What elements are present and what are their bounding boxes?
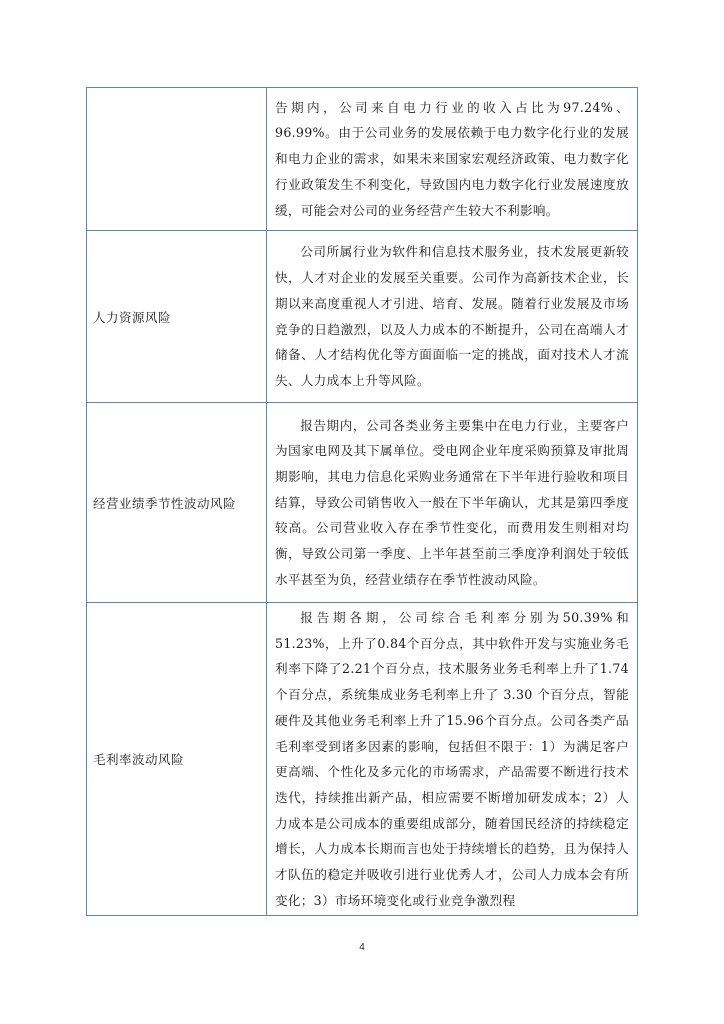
risk-description-cell (267, 603, 638, 916)
risk-description-cell (267, 88, 638, 231)
table-row (87, 403, 638, 603)
risk-description: 报告期内，公司各类业务主要集中在电力行业，主要客户为国家电网及其下属单位。受电网企业年度采购预算及审批周期影响，其电力信息化采购业务通常在下半年进行验收和项目结算，导致公司销售收入一般在下半年确认，尤其是第四季度较高。公司营业收入存在季节性变化，而费用发生则相对均衡，导致公司第一季度、上半年甚至前三季度净利润处于较低水平甚至为负，经营业绩存在季节性波动风险。 (275, 417, 629, 587)
risk-name-cell: 经营业绩季节性波动风险 (87, 403, 267, 603)
risk-name-cell: 人力资源风险 (87, 231, 267, 403)
risk-description: 公司所属行业为软件和信息技术服务业，技术发展更新较快，人才对企业的发展至关重要。公司作为高新技术企业，长期以来高度重视人才引进、培育、发展。随着行业发展及市场竞争的日趋激烈，以及人力成本的不断提升，公司在高端人才储备、人才结构优化等方面面临一定的挑战，面对技术人才流失、人力成本上升等风险。 (275, 244, 629, 388)
risk-name-cell (87, 88, 267, 231)
risk-description: 报告期各期，公司综合毛利率分别为50.39%和51.23%，上升了0.84个百分点，其中软件开发与实施业务毛利率下降了2.21个百分点，技术服务业务毛利率上升了1.74个百分点，系统集成业务毛利率上升了 3.30 个百分点，智能硬件及其他业务毛利率上升了15.96个百分点。公司各类产品毛利率受到诸多因素的影响，包括但不限于：1）为满足客户更高端、个性化及多元化的市场需求，产品需要不断进行技术迭代，持续推出新产品，相应需要不断增加研发成本；2）人力成本是公司成本的重要组成部分，随着国民经济的持续稳定增长，人力成本长期而言也处于持续增长的趋势，且为保持人才队伍的稳定并吸收引进行业优秀人才，公司人力成本会有所变化；3）市场环境变化或行业竞争激烈程 (275, 610, 629, 908)
table-row (87, 88, 638, 231)
risk-name-cell: 毛利率波动风险 (87, 603, 267, 916)
table-row (87, 603, 638, 916)
risk-description-cell (267, 403, 638, 603)
risk-description: 告期内，公司来自电力行业的收入占比为97.24%、96.99%。由于公司业务的发展依赖于电力数字化行业的发展和电力企业的需求，如果未来国家宏观经济政策、电力数字化行业政策发生不利变化，导致国内电力数字化行业发展速度放缓，可能会对公司的业务经营产生较大不利影响。 (275, 99, 629, 218)
page-number: 4 (359, 942, 365, 953)
table-row (87, 231, 638, 403)
risk-factors-table (86, 87, 638, 916)
risk-description-cell (267, 231, 638, 403)
